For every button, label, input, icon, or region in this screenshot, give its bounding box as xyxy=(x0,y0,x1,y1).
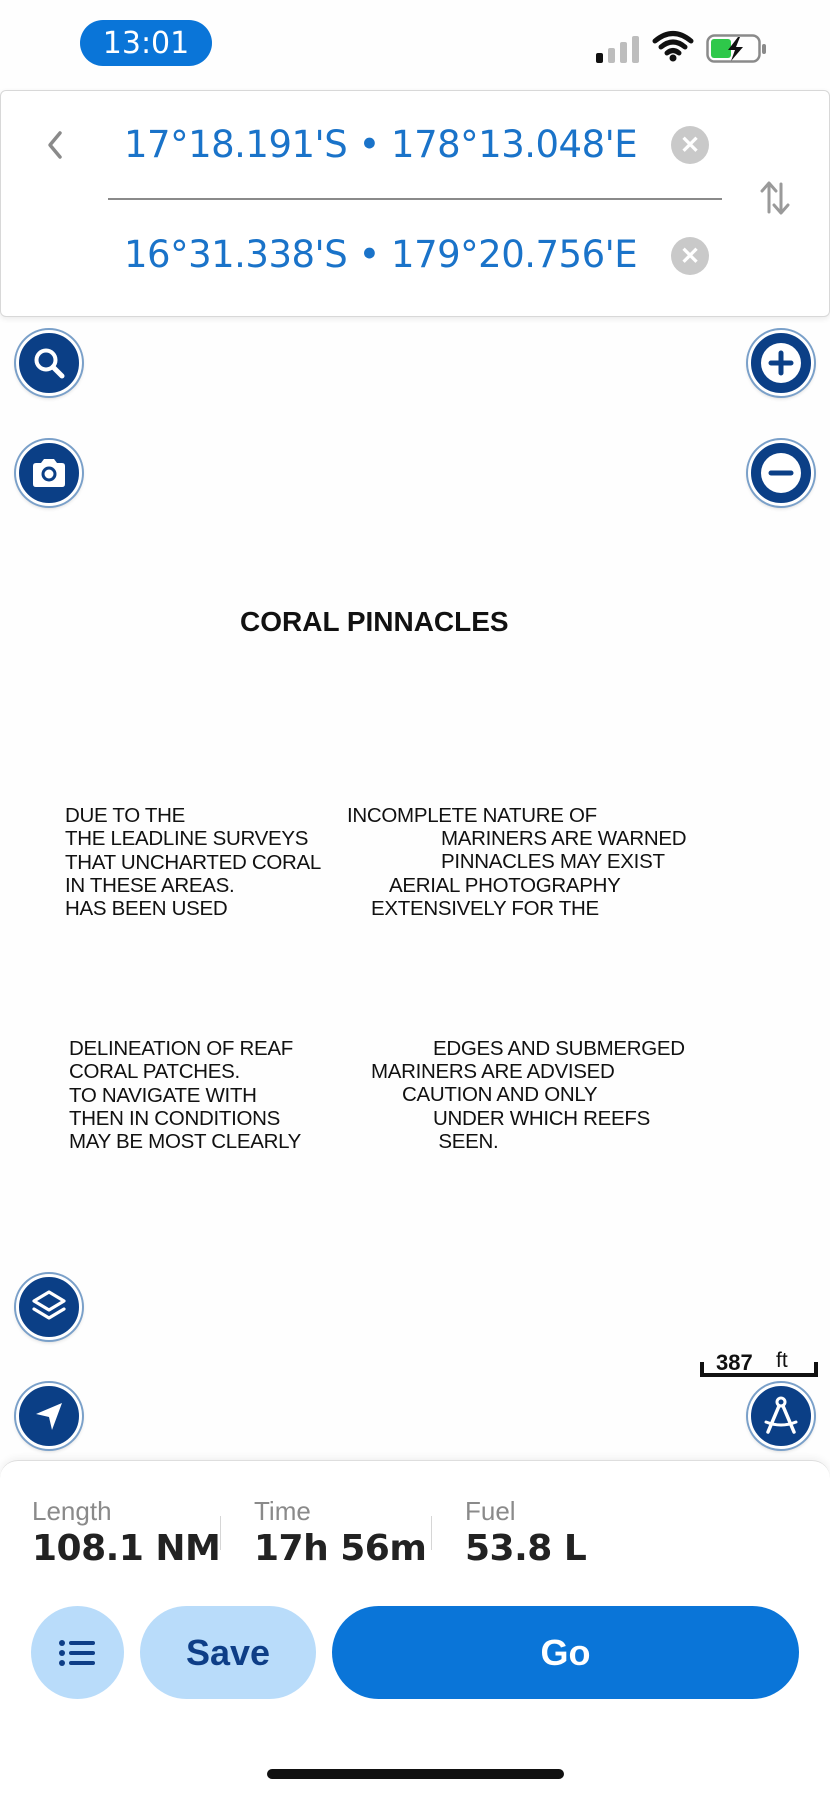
chart-note-text: AERIAL PHOTOGRAPHY xyxy=(389,874,621,897)
chart-note-text: DELINEATION OF REAF CORAL PATCHES. TO NAVIGATE WITH THEN IN CONDITIONS MAY BE MOST CLEARLY xyxy=(69,1037,302,1154)
search-button[interactable] xyxy=(16,330,82,396)
stat-divider xyxy=(220,1516,221,1550)
zoom-in-icon xyxy=(759,341,803,385)
time-label: Time xyxy=(254,1496,311,1526)
compass-icon xyxy=(759,1394,803,1438)
clear-start-button[interactable] xyxy=(671,126,709,164)
close-icon: ✕ xyxy=(679,242,701,270)
status-time: 13:01 xyxy=(80,20,212,66)
chart-title: CORAL PINNACLES xyxy=(240,606,509,637)
chart-note-text: EXTENSIVELY FOR THE xyxy=(371,897,599,920)
home-indicator[interactable] xyxy=(267,1769,564,1779)
camera-button[interactable] xyxy=(16,440,82,506)
scale-value: 387 xyxy=(716,1350,753,1375)
chart-note-text: MARINERS ARE ADVISED xyxy=(371,1060,615,1083)
length-label: Length xyxy=(32,1496,112,1526)
route-divider xyxy=(108,198,722,200)
go-button[interactable]: Go xyxy=(332,1606,799,1699)
chart-note-text: MARINERS ARE WARNED PINNACLES MAY EXIST xyxy=(441,827,687,874)
layers-icon xyxy=(30,1288,68,1326)
zoom-out-icon xyxy=(759,451,803,495)
save-button[interactable]: Save xyxy=(140,1606,316,1699)
chart-note-text: CAUTION AND ONLY xyxy=(402,1083,598,1106)
navigation-arrow-icon xyxy=(32,1399,66,1433)
zoom-in-button[interactable] xyxy=(748,330,814,396)
swap-vertical-icon[interactable] xyxy=(758,178,792,218)
time-value: 17h 56m xyxy=(254,1528,427,1569)
chart-note-text: INCOMPLETE NATURE OF xyxy=(347,804,597,827)
zoom-out-button[interactable] xyxy=(748,440,814,506)
chart-note-text: UNDER WHICH REEFS SEEN. xyxy=(433,1107,650,1154)
start-coordinate-field[interactable]: 17°18.191'S • 178°13.048'E xyxy=(124,123,638,166)
camera-icon xyxy=(30,457,68,489)
battery-charging-icon xyxy=(706,34,768,64)
compass-button[interactable] xyxy=(748,1383,814,1449)
clear-end-button[interactable] xyxy=(671,237,709,275)
locate-button[interactable] xyxy=(16,1383,82,1449)
route-list-button[interactable] xyxy=(31,1606,124,1699)
fuel-value: 53.8 L xyxy=(465,1528,587,1569)
length-value: 108.1 NM xyxy=(32,1528,221,1569)
chart-note-text: EDGES AND SUBMERGED xyxy=(433,1037,685,1060)
chart-note-text: DUE TO THE THE LEADLINE SURVEYS THAT UNCHARTED CORAL IN THESE AREAS. HAS BEEN USED xyxy=(65,804,321,921)
close-icon: ✕ xyxy=(679,131,701,159)
end-coordinate-field[interactable]: 16°31.338'S • 179°20.756'E xyxy=(124,233,638,276)
cellular-signal-icon xyxy=(596,33,639,63)
search-icon xyxy=(31,345,67,381)
wifi-icon xyxy=(652,30,694,62)
chevron-left-icon[interactable] xyxy=(40,125,70,165)
list-icon xyxy=(58,1639,98,1667)
stat-divider xyxy=(431,1516,432,1550)
fuel-label: Fuel xyxy=(465,1496,516,1526)
layers-button[interactable] xyxy=(16,1274,82,1340)
scale-unit: ft xyxy=(776,1349,788,1372)
